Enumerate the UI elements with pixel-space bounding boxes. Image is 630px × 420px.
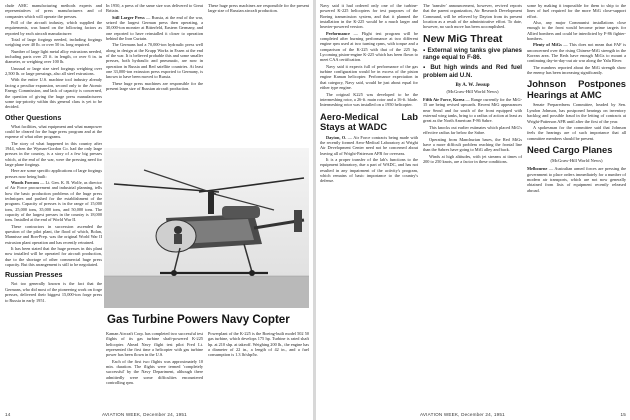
left-col-1 xyxy=(5,3,102,403)
paragraph: Fifth Air Force, Korea — Range currently for the MiG-15 are being revised upwards. Recent MiG appearances near Seoul and far south of the front equipped with external wing tanks, bring to a radius of action at least as great as the North American F-86 Sabre. xyxy=(423,97,522,124)
headline-new-mig-threat: New MiG Threat xyxy=(423,32,503,45)
paragraph: Total of large forgings needed, including forgings weighing over 40 lb. or over 50 in. long required. xyxy=(5,37,102,48)
headline-aero-medical: Aero-Medical Lab Stays at WADC xyxy=(320,110,418,133)
paragraph: Senate Preparedness Committee, headed by Sen. Lyndon Johnson, has postponed hearings on inventory backlog and possible fraud in the letting of contracts at Wright-Patterson AFB until after the first of the year. xyxy=(527,102,626,124)
paragraph: Melbourne — Australian armed forces are pressing the government to place orders immediately for a number of modern air transports, which are not now generally obtained from lists of equipment recently released abroad. xyxy=(527,166,626,193)
byline-org: (McGraw-Hill World News) xyxy=(446,89,499,95)
paragraph: It is a proper transfer of the lab's functions to the equipment laboratory, due a part of WADC, and has not resulted in any impairment of the activity's program, which remains of basic importance to the country's defense. xyxy=(320,156,418,184)
run-in-label: Still Larger Press xyxy=(112,14,145,20)
paragraph: It has been stated that the huge presses in this plant now installed will be operated for aircraft production, due to the shortage of other commercial huge press capacity. But this arrangement is still to be negotiated. xyxy=(5,246,102,268)
paragraph: Woods Forcom — Lt. Gen. K. B. Wolfe, as director of Air Force procurement and industrial planning, tells how the basic production problems of the huge press techniques and pushed for the establishment of the program. Capacity of presses is in the range of 15,000 tons, 25,000 tons, 35,000 tons, and 50,000 tons. The capacity of the largest presses in the country is 18,000 tons. Installed at the end of World War II. xyxy=(5,179,102,223)
paragraph: The story of what happened in this country after 1944, when the Wyman-Gordon Co. had the only large presses in the country, is a story of a few big presses which, at the end of the war, were the pressing need for large plane forgings. xyxy=(5,140,102,167)
byline xyxy=(423,82,522,95)
deck-line-1: ▪ External wing tanks give planes range equal to F-86. xyxy=(423,46,522,62)
paragraph: The numbers reported about the MiG strength show the enemy has been increasing significantly. xyxy=(527,64,626,76)
run-in-label: Melbourne xyxy=(527,166,548,172)
paragraph: Performance — Flight test program will be completed after burning performance at two different engine rpm used at two turning rpms, with torque and a comparison of the K-225 with that of the 225 hp. Lycoming piston-engine K-225 which has been flown to meet CAA certification. xyxy=(320,30,418,63)
paragraph-text: Range currently for the MiG-15 are being revised upwards. Recent MiG appearances near Seoul and far south of the front equipped with external wing tanks, bring to a radius of action at least as great as the North American F-86 Sabre. xyxy=(423,97,522,124)
paragraph: Navy said it had ordered only one of the turbine-powered K-225 helicopters for test purposes of the Boeing transmission system, and that it planned the installation in the K-225 would be a much larger and heavier-powered version. xyxy=(320,3,418,30)
paragraph: Each of the first two flights was approximately 10 min. duration. The flights were termed 'completely successful' by the Navy Department, although there admittedly were some difficulties encountered controlling rpm. xyxy=(106,358,203,386)
right-page xyxy=(316,0,630,420)
paragraph: clude AMC manufacturing methods experts and representatives of press manufacturers and of companies which will operate the presses. xyxy=(5,3,102,19)
paragraph-text: Lt. Gen. K. B. Wolfe, as director of Air Force procurement and industrial planning, tells how the basic production problems of the huge press techniques and pushed for the establishment of the program. Capacity of presses is in the range of 15,000 tons, 25,000 tons, 35,000 tons, and 50,000 tons. The capacity of the largest presses in the country is 18,000 tons. Installed at the end of World War II. xyxy=(5,179,102,223)
headline-need-cargo-planes: Need Cargo Planes xyxy=(527,143,613,155)
run-in-label: Plenty of MiGs xyxy=(533,42,562,48)
paragraph: Number of large light metal alloy extrusions needed, including parts over 25 ft. in length, or over 6 in. in diameter, or weighing over 100 lb. xyxy=(5,48,102,65)
paragraph-text: Russia, at the end of the war, seized the largest German press then operating, a 30,000-ton monster at Bitterfeld, Eastern Germany, and one reported to have reinstalled it closer to operation behind the Iron Curtain. xyxy=(106,14,203,42)
left-col-2-top xyxy=(106,3,203,148)
helicopter-illustration xyxy=(104,148,309,308)
paragraph: This knocks out earlier estimates which placed MiG's effective radius far below the Sabre. xyxy=(423,124,522,136)
left-col-2-bottom xyxy=(106,331,203,411)
deck-line-2: ▪ But high winds and Red fuel problem aid U.N. xyxy=(423,63,522,79)
paragraph: Here are some specific applications of large forgings presses now being built: xyxy=(5,168,102,179)
paragraph: These huge press machines are responsible for the present large size of Russian aircraft production. xyxy=(106,80,203,92)
footer-title: AVIATION WEEK, December 24, 1951 xyxy=(420,412,505,417)
headline-johnson-postpones: Johnson Postpones Hearings at AMC xyxy=(527,78,626,100)
deck-text: But high winds and Red fuel problem aid U.N. xyxy=(423,63,522,79)
run-in-label: Woods Forcom xyxy=(11,179,39,185)
run-in-label: Dayton, O. xyxy=(326,134,347,140)
left-col-3-top xyxy=(208,3,309,148)
section-heading-other-questions: Other Questions xyxy=(5,112,62,122)
paragraph: Winds at high altitudes, with jet streams at times of 200 to 250 knots, are a factor in these conditions. xyxy=(423,153,522,164)
byline: (McGraw-Hill World News) xyxy=(550,158,603,164)
paragraph-text: Flight test program will be completed after burning performance at two different engine rpm used at two turning rpms, with torque and a comparison of the K-225 with that of the 225 hp. Lycoming piston-engine K-225 which has been flown to meet CAA certification. xyxy=(320,30,418,63)
paragraph: Also, any major Communist installations close enough to the front would become prime targets for Allied bombers and could be interdicted by F-86 fighter-bombers. xyxy=(527,20,626,42)
paragraph: Navy said it expects full of performance of the gas turbine configuration would be in excess of the piston engine Kaman helicopter. Performance expectation in that category, Navy said, would be just about equal for either type engine. xyxy=(320,63,418,91)
paragraph: A spokesman for the committee said that Johnson feels the hearings are of such importance that all committee members should be present. xyxy=(527,124,626,141)
paragraph: What facilities, what equipment and what manpower could be cleared for the huge press program and at the expense of what other programs. xyxy=(5,123,102,140)
paragraph: In 1950, a press of the same size was delivered to Great Britain. xyxy=(106,3,203,14)
paragraph: Dayton, O. — Air Force contracts being made with the recently formed Aero-Medical Laboratory at Wright Air Development Center need not be concerned about leaving all of Wright-Patterson AFB for overseas. xyxy=(320,134,418,156)
paragraph: Not too generally known is the fact that the Germans, who did most of the pioneering work on forge presses, delivered their biggest 15,000-ton forge press to Russia in early 1951. xyxy=(5,281,102,303)
paragraph: The Germans had a 70,000-ton hydraulic press well along in design at the Krupp Works in Essen at the end of the war. It is believed probable this and some smaller presses, both hydraulic and pneumatic, are now in operation in Russia and Red satellite countries. At least one 33,000-ton extrusion press exported to Germany, is known to have been moved to Russia. xyxy=(106,42,203,80)
paragraph: These contractors in succession ascended the question of the pilot plant, the flood of which, Bolan, Mannisse and Bon-Prep. was the original World War II extrusion plant operation and has recently retrained. xyxy=(5,223,102,245)
paragraph: Kaman Aircraft Corp. has completed two successful test flights of its gas turbine shaft-powered K-225 helicopter. Ahead Navy flight test pilot Fred Lt. represented the first time a helicopter with gas turbine power has been flown in the U.S. xyxy=(106,331,203,358)
paragraph: With the entire U.S. machine tool industry already facing a peculiar expansion, second only to the Atomic Energy Commission, and lack of capacity is concerned, the question of giving the huge press manufacturers some top-priority within this general class is yet to be decided. xyxy=(5,77,102,110)
right-footer xyxy=(320,412,626,417)
section-heading-russian-presses: Russian Presses xyxy=(5,270,63,280)
page-number: 15 xyxy=(620,412,626,417)
right-col-2 xyxy=(423,3,522,403)
headline-gas-turbine: Gas Turbine Powers Navy Copter xyxy=(107,313,290,326)
deck-text: External wing tanks give planes range equal to F-86. xyxy=(423,46,522,62)
helicopter-photo xyxy=(104,148,309,308)
paragraph: The 'transfer' announcement, however, revived reports that the parent organization, Air Research Development Command, will be relieved by Dayton from its present location as a result of the administrative effort. To date, however, no such move has been accomplished. xyxy=(423,3,522,30)
left-footer xyxy=(5,412,305,417)
paragraph: The original K225 was developed to be the intermeshing rotor, a 26-ft. main rotor and a 16-ft. blade. Intermeshing rotor was installed on a 1950 helicopter. xyxy=(320,91,418,108)
paragraph: some by making it impossible for them to ship to the lines of fuel required for the more MiG close-support effort. xyxy=(527,3,626,19)
footer-title: AVIATION WEEK, December 24, 1951 xyxy=(102,412,187,417)
right-col-1 xyxy=(320,3,418,403)
paragraph: Plenty of MiGs — This does not mean that FAF is unconcerned over the rising Chinese-MiG strength in the Korean area. The Reds have enough MiGs to mount a continuing day-in-day-out air war along the Yalu River. xyxy=(527,42,626,64)
left-page xyxy=(0,0,313,420)
paragraph-text: Air Force contracts being made with the recently formed Aero-Medical Laboratory at Wright Air Development Center need not be concerned about leaving all of Wright-Patterson AFB for overseas. xyxy=(320,134,418,156)
run-in-label: Performance xyxy=(326,30,350,36)
paragraph: Poll of the aircraft industry, which supplied the requirements, was based on the following factors as reported by each aircraft manufacturer: xyxy=(5,20,102,36)
byline-name: By A. W. Jessup xyxy=(455,83,490,89)
paragraph: Unusual or large size steel forgings weighing over 2,500 lb. or large pressings, also all steel extrusions. xyxy=(5,65,102,77)
paragraph: Powerplant of the K-225 is the Boeing-built model 502 50 gas turbine, which develops 175 hp. Turbine is rated shaft hp. at 210 shp. at takeoff. Weighing 200 lb., the engine has a diameter of 22 in., a length of 42 in., and a fuel consumption is 1.3 lb/shp/hr. xyxy=(208,331,309,358)
right-col-3 xyxy=(527,3,626,403)
paragraph-text: This does not mean that FAF is unconcerned over the rising Chinese-MiG strength in the Korean area. The Reds have enough MiGs to mount a continuing day-in-day-out air war along the Yalu River. xyxy=(527,42,626,64)
paragraph: Still Larger Press — Russia, at the end of the war, seized the largest German press then operating, a 30,000-ton monster at Bitterfeld, Eastern Germany, and one reported to have reinstalled it closer to operation behind the Iron Curtain. xyxy=(106,14,203,42)
run-in-label: Fifth Air Force, Korea xyxy=(423,97,465,103)
left-col-3-bottom xyxy=(208,331,309,411)
page-number: 14 xyxy=(5,412,11,417)
paragraph-text: Australian armed forces are pressing the government to place orders immediately for a number of modern air transports, which are not now generally obtained from lists of equipment recently released abroad. xyxy=(527,166,626,193)
paragraph: Operating from Manchurian bases, the Red MiGs have a more difficult problem reaching the frontal line than the Sabres have going to MiG alley and back. xyxy=(423,136,522,153)
paragraph: These huge press machines are responsible for the present large size of Russian aircraft production. xyxy=(208,3,309,14)
